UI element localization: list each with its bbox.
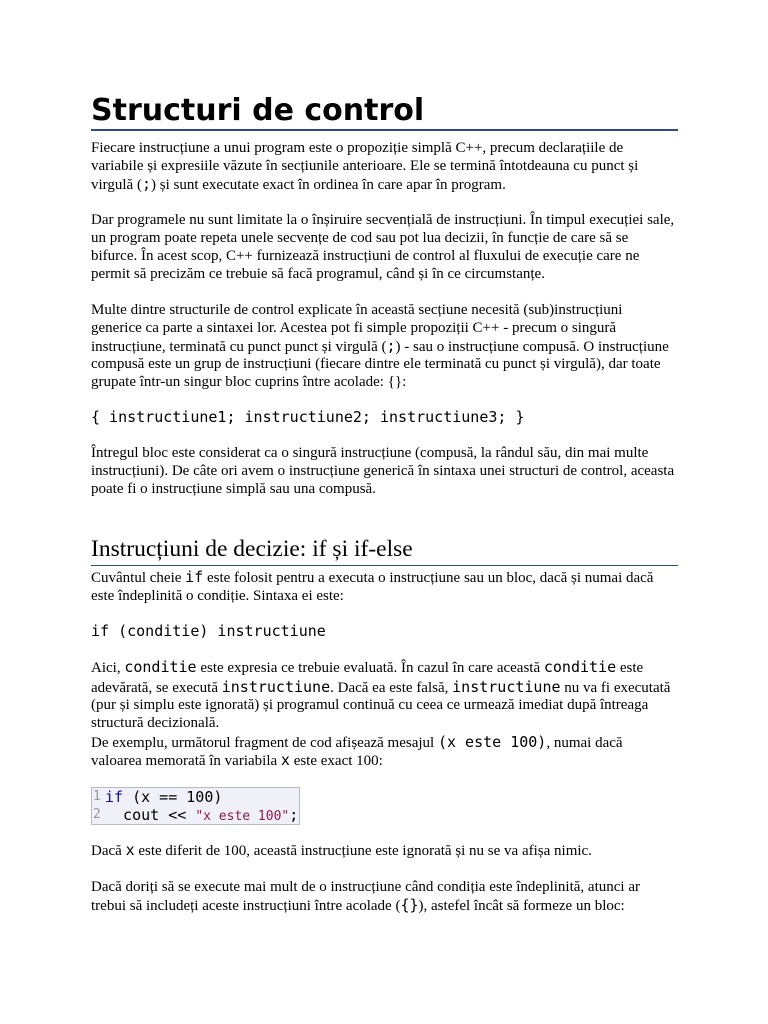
paragraph-line [91,751,711,769]
flow-paragraph [91,211,711,283]
example-code-block [91,787,300,825]
paragraph-line: variabile și expresiile văzute în secțiunile anterioare. Ele se termină întotdeauna cu punct și [91,158,639,174]
text-run: virgulă ( [91,177,142,193]
text-run: . Dacă ea este falsă, [330,680,453,696]
inline-code: conditie [543,658,617,676]
paragraph-line: (pur și simplu este ignorată) și programul continuă cu ceea ce urmează imediat după întreaga [91,697,649,713]
block-paragraph [91,444,711,498]
code-text: cout << [105,806,196,824]
paragraph-line [91,733,711,751]
paragraph-line: bifurce. În acest scop, C++ furnizează instrucțiuni de control al fluxului de execuție care ne [91,248,640,264]
paragraph-line: poate fi o instrucțiune simplă sau una compusă. [91,481,376,497]
text-run: Aici, [91,660,125,676]
inline-code: (x este 100) [437,733,547,751]
paragraph-line: Multe dintre structurile de control explicate în această secțiune necesită (sub)instrucțiuni [91,302,623,318]
text-run: valoarea memorată în variabila [91,753,281,769]
paragraph-line [91,175,711,193]
text-run: ) și sunt executate exact în ordinea în care apar în program. [151,177,506,193]
inline-code: if [185,568,204,586]
if-syntax-code: if (conditie) instructiune [91,622,326,640]
paragraph-line: structură decizională. [91,715,220,731]
paragraph-line [91,658,711,678]
compound-syntax-code: { instructiune1; instructiune2; instructiune3; } [91,408,525,426]
text-run: nu va fi executată [560,680,671,696]
paragraph-line: compusă este un grup de instrucțiuni (fiecare dintre ele terminată cu punct și virgulă), dar toate [91,356,661,372]
paragraph-line: Dacă doriți să se execute mai mult de o instrucțiune când condiția este îndeplinită, atunci ar [91,879,640,895]
text-run: Dacă [91,843,126,859]
paragraph-line: un program poate repeta unele secvențe de cod sau pot lua decizii, în funcție de care să se [91,230,629,246]
code-lines [105,788,299,824]
page-title: Structuri de control [91,93,425,128]
text-run: este folosit pentru a executa o instrucțiune sau un bloc, dacă și numai dacă [203,570,654,586]
text-run: ), astefel încât să formeze un bloc: [418,898,625,914]
text-run: ) - sau o instrucțiune compusă. O instrucțiune [395,339,669,355]
paragraph-line: Întregul bloc este considerat ca o singură instrucțiune (compusă, la rândul său, din mai multe [91,445,649,461]
text-run: instrucțiune, terminată cu punct punct și virgulă ( [91,339,387,355]
compound-paragraph [91,301,711,391]
paragraph-line: este îndeplinită o condiție. Sintaxa ei este: [91,588,344,604]
text-run: adevărată, se execută [91,680,222,696]
code-line [105,788,299,806]
paragraph-line [91,337,711,355]
string-literal: "x este 100" [195,809,290,824]
line-number-gutter [92,788,105,824]
intro-paragraph [91,139,711,193]
paragraph-line: Fiecare instrucțiune a unui program este o propoziție simplă C++, precum declarațiile de [91,140,624,156]
title-underline [91,129,678,131]
paragraph-line [91,678,711,696]
text-run: este [616,660,644,676]
paragraph-line: grupate într-un singur bloc cuprins între acolade: {}: [91,374,407,390]
inline-code: {} [400,896,419,914]
inline-code: x [125,841,135,859]
inline-code: instructiune [221,678,331,696]
skip-paragraph [91,841,711,859]
inline-code: ; [386,337,396,355]
paragraph-line [91,896,711,914]
paragraph-line [91,568,711,587]
code-line [105,806,299,824]
if-explanation-paragraph [91,658,711,769]
text-run: , numai dacă [546,735,623,751]
line-number: 2 [93,807,101,822]
inline-code: x [280,751,290,769]
section-heading: Instrucțiuni de decizie: if și if-else [91,536,413,562]
paragraph-line: generice ca parte a sintaxei lor. Acestea pot fi simple propoziții C++ - precum o singură [91,320,617,336]
inline-code: ; [141,175,151,193]
paragraph-line: Dar programele nu sunt limitate la o înșiruire secvențială de instrucțiuni. În timpul execuției sale, [91,212,675,228]
inline-code: instructiune [452,678,561,696]
paragraph-line: permit să precizăm ce trebuie să facă programul, când și în ce circumstanțe. [91,266,545,282]
block-intro-paragraph [91,878,711,914]
text-run: este expresia ce trebuie evaluată. În cazul în care această [196,660,544,676]
text-run: este diferit de 100, această instrucțiune este ignorată și nu se va afișa nimic. [134,843,592,859]
text-run: trebui să includeți aceste instrucțiuni între acolade ( [91,898,401,914]
paragraph-line [91,841,711,859]
code-text: ; [289,806,299,824]
paragraph-line: instrucțiuni). De câte ori avem o instrucțiune generică în sintaxa unei structuri de control, aceasta [91,463,675,479]
text-run: este exact 100: [289,753,383,769]
if-intro-paragraph [91,568,711,605]
inline-code: conditie [124,658,197,676]
code-text: (x == 100) [123,788,223,806]
line-number: 1 [93,789,101,804]
text-run: De exemplu, următorul fragment de cod afișează mesajul [91,735,438,751]
section-heading-underline [91,565,678,566]
keyword-if: if [105,788,124,806]
text-run: Cuvântul cheie [91,570,186,586]
